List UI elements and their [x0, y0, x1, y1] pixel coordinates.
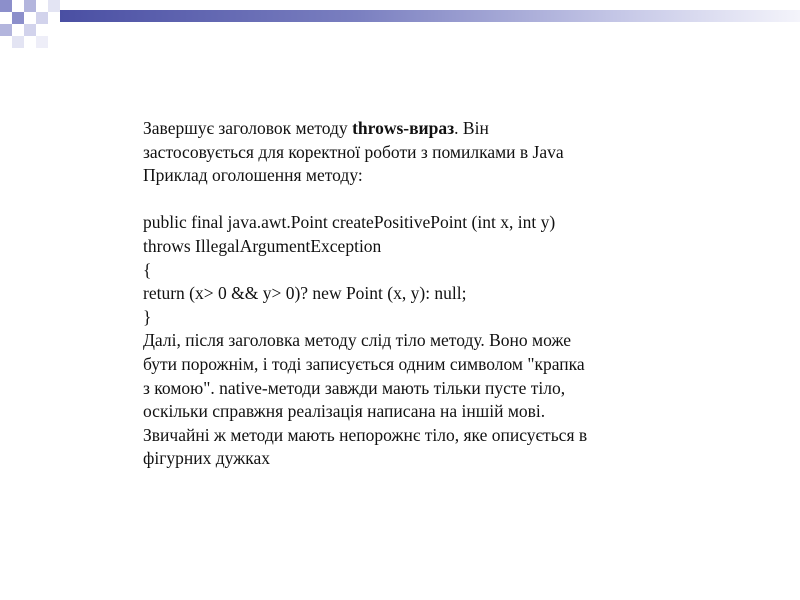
decor-square — [0, 24, 12, 36]
body-line-6: фігурних дужках — [143, 448, 271, 469]
body-line-5: Звичайні ж методи мають непорожнє тіло, яке описується в — [143, 424, 588, 445]
code-line-2: throws IllegalArgumentException — [143, 235, 382, 256]
code-line-5: } — [143, 306, 152, 327]
decor-square — [48, 0, 60, 12]
decor-square — [36, 12, 48, 24]
intro-line-1 — [143, 117, 703, 141]
code-line-4: return (x> 0 && y> 0)? new Point (x, y): null; — [143, 283, 467, 304]
throws-keyword: throws-вираз — [352, 118, 455, 138]
slide-content — [143, 117, 703, 471]
header-gradient-bar — [60, 10, 800, 22]
decor-square — [36, 36, 48, 48]
intro-line-1-prefix: Завершує заголовок методу — [143, 118, 353, 138]
decor-square — [24, 0, 36, 12]
decorative-squares — [0, 0, 60, 50]
intro-line-2: застосовується для коректної роботи з помилками в Java — [143, 141, 564, 162]
decor-square — [12, 12, 24, 24]
body-line-4: оскільки справжня реалізація написана на іншій мові. — [143, 401, 546, 422]
decor-square — [12, 36, 24, 48]
body-line-3: з комою". native-методи завжди мають тільки пусте тіло, — [143, 377, 566, 398]
decor-square — [0, 0, 12, 12]
body-line-1: Далі, після заголовка методу слід тіло методу. Воно може — [143, 330, 572, 351]
intro-line-3: Приклад оголошення методу: — [143, 165, 363, 186]
decor-square — [24, 24, 36, 36]
code-line-3: { — [143, 259, 152, 280]
blank-line — [143, 188, 703, 212]
body-line-2: бути порожнім, і тоді записується одним символом "крапка — [143, 353, 585, 374]
code-line-1: public final java.awt.Point createPositivePoint (int x, int y) — [143, 212, 556, 233]
intro-line-1-suffix: . Він — [454, 118, 489, 138]
